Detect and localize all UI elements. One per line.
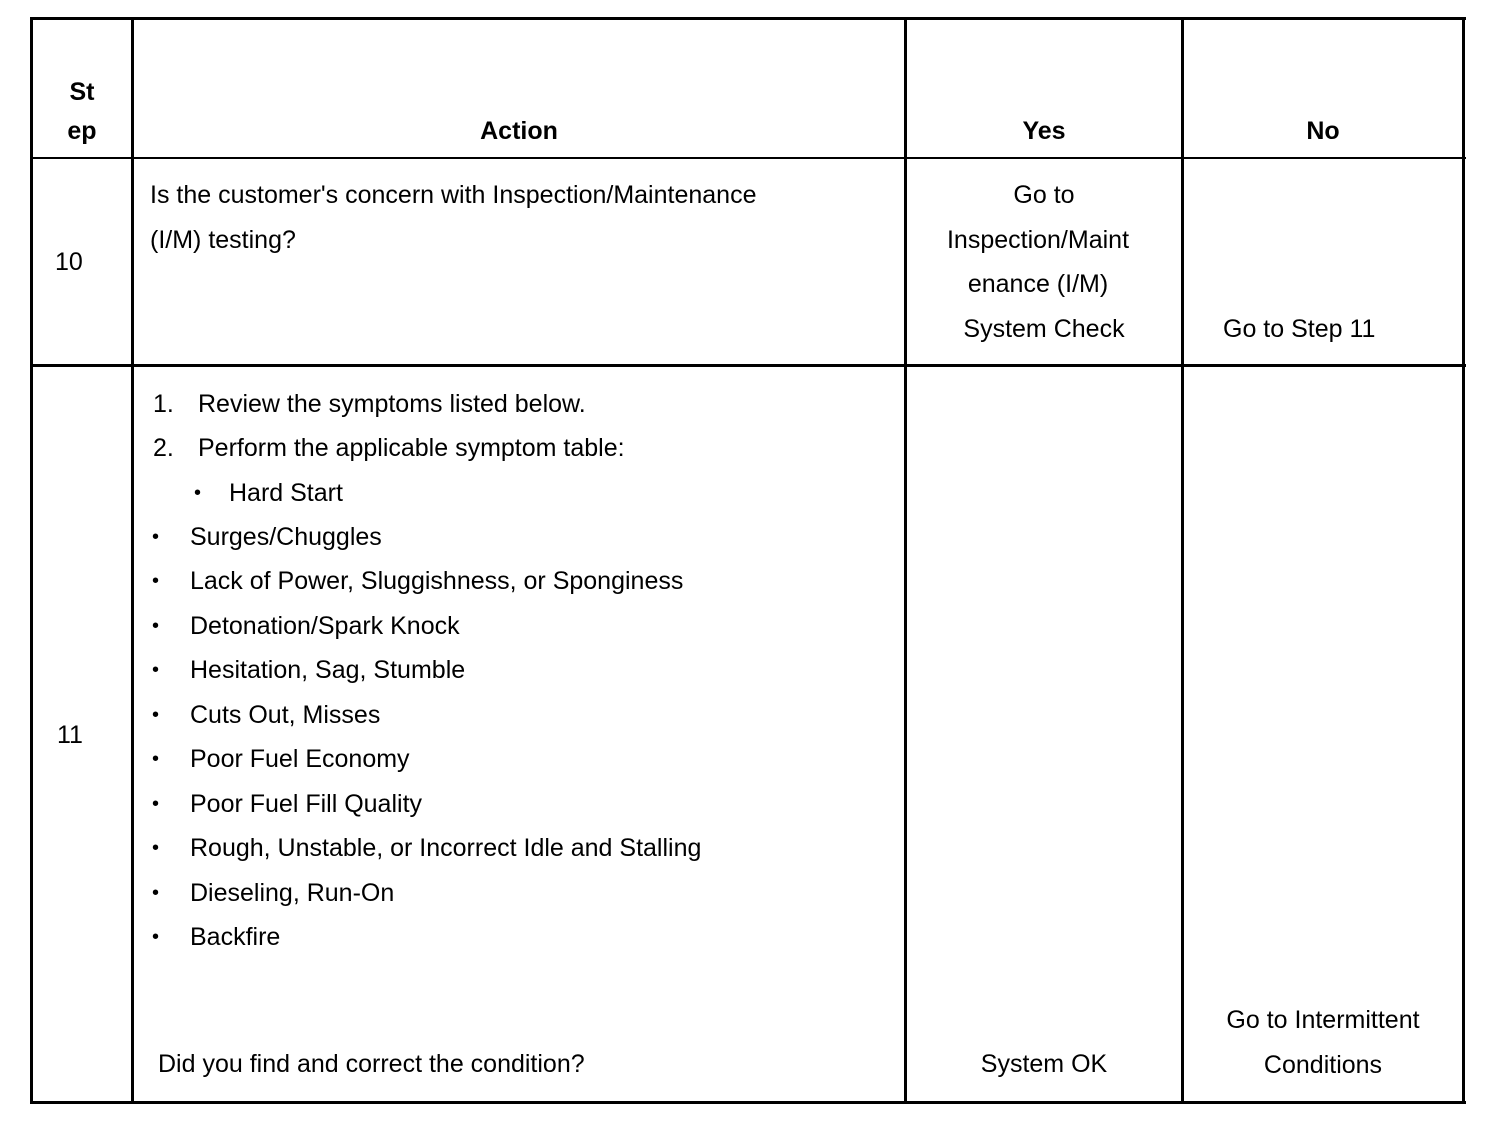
row10-yes-line3: enance (I/M) (967, 270, 1109, 299)
list-item: • (152, 526, 160, 548)
row11-numbered-1-num: 1. (153, 390, 174, 418)
list-item: • (152, 926, 160, 948)
col-divider-step (131, 17, 134, 1104)
header-divider (30, 157, 1466, 159)
row11-step: 11 (57, 721, 83, 749)
header-step-line1: St (69, 78, 95, 106)
table-border-top (30, 17, 1466, 20)
row11-no-line1: Go to Intermittent (1226, 1006, 1420, 1034)
row10-action-line2: (I/M) testing? (150, 226, 296, 254)
list-item: • (152, 748, 160, 770)
list-item: • (152, 793, 160, 815)
list-item: • (152, 615, 160, 637)
row10-yes-line2: Inspection/Maint (946, 225, 1130, 254)
diagnostic-table (30, 17, 1466, 1105)
list-item-text: Hesitation, Sag, Stumble (190, 656, 466, 684)
list-item: • (152, 570, 160, 592)
list-item-text: Poor Fuel Fill Quality (190, 790, 423, 818)
row11-question: Did you find and correct the condition? (158, 1050, 585, 1078)
row10-yes-line1: Go to (1013, 181, 1075, 209)
list-item: • (152, 882, 160, 904)
header-yes: Yes (1022, 117, 1066, 145)
list-item-text: Backfire (190, 923, 281, 951)
row11-sub-bullet-marker: • (194, 482, 202, 504)
row11-numbered-1-text: Review the symptoms listed below. (198, 390, 586, 418)
table-border-left (30, 17, 33, 1104)
row-divider (30, 364, 1466, 367)
header-action: Action (480, 117, 558, 145)
list-item: • (152, 704, 160, 726)
list-item: • (152, 659, 160, 681)
list-item-text: Dieseling, Run-On (190, 879, 395, 907)
list-item-text: Detonation/Spark Knock (190, 612, 460, 640)
row11-numbered-2-num: 2. (153, 434, 174, 462)
row11-yes: System OK (980, 1050, 1108, 1078)
row11-no-line2: Conditions (1263, 1050, 1383, 1079)
row11-no (1184, 998, 1462, 1087)
list-item-text: Rough, Unstable, or Incorrect Idle and Stalling (190, 834, 702, 862)
row11-sub-bullet-text: Hard Start (229, 479, 343, 507)
header-no: No (1306, 117, 1340, 145)
list-item-text: Lack of Power, Sluggishness, or Sponginess (190, 567, 684, 595)
header-step (33, 73, 131, 151)
table-border-right (1462, 17, 1465, 1104)
row10-no: Go to Step 11 (1223, 315, 1376, 343)
table-border-bottom (30, 1101, 1466, 1104)
header-step-line2: ep (67, 117, 97, 145)
list-item: • (152, 837, 160, 859)
row10-step: 10 (55, 248, 83, 276)
col-divider-yes (1181, 17, 1184, 1104)
row10-action-line1: Is the customer's concern with Inspection/Maintenance (150, 181, 757, 209)
row11-numbered-2-text: Perform the applicable symptom table: (198, 434, 625, 462)
list-item-text: Poor Fuel Economy (190, 745, 410, 773)
list-item-text: Cuts Out, Misses (190, 701, 381, 729)
list-item-text: Surges/Chuggles (190, 523, 382, 551)
row10-yes-line4: System Check (963, 314, 1125, 343)
row10-yes (907, 173, 1181, 351)
